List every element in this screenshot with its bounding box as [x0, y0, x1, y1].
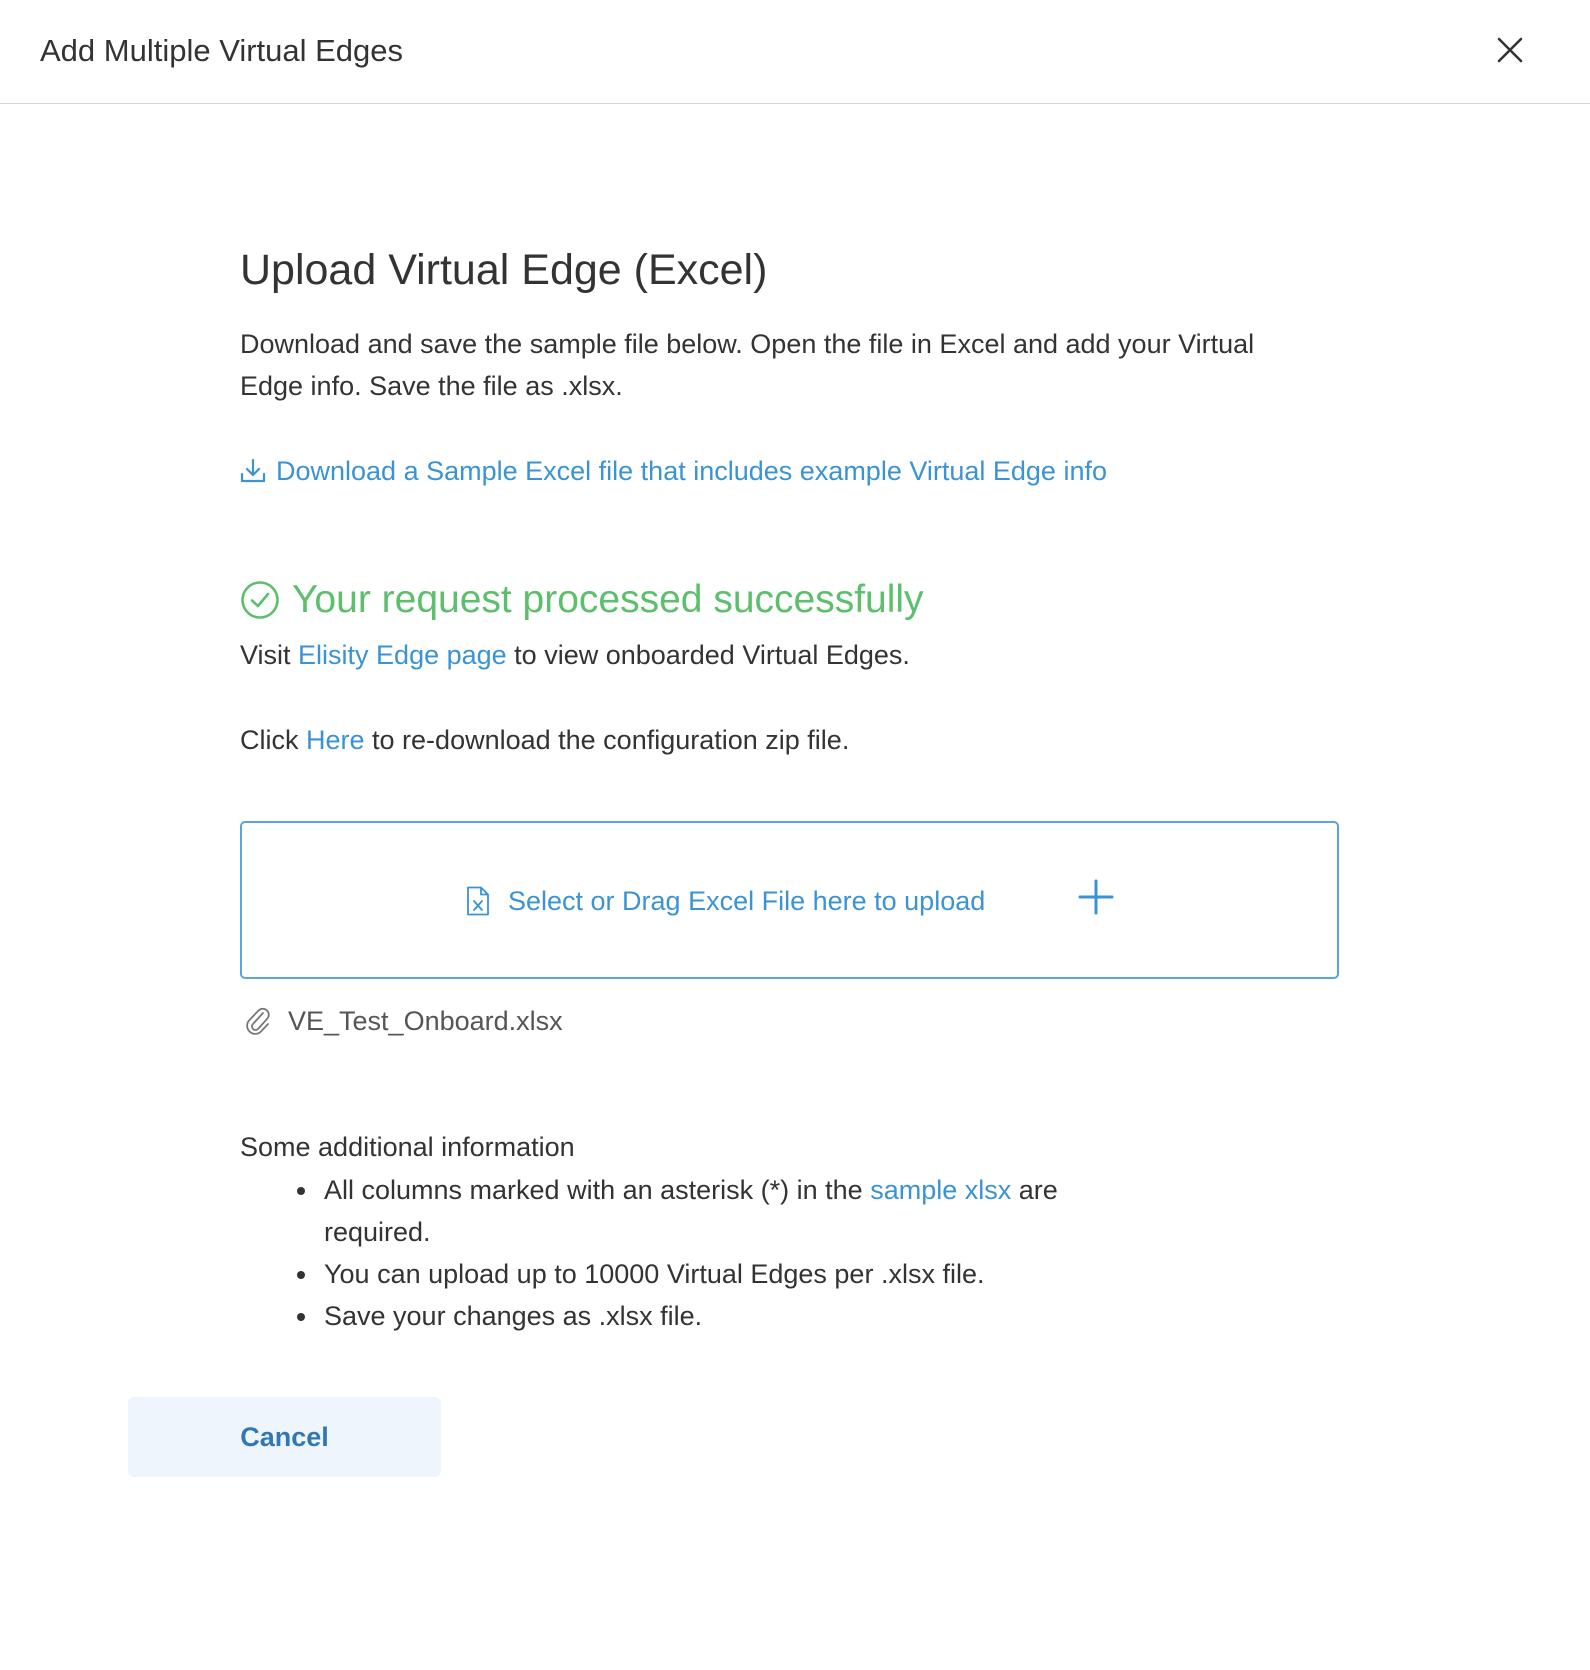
check-circle-icon — [240, 580, 280, 620]
additional-info-title: Some additional information — [240, 1132, 575, 1162]
file-dropzone[interactable] — [240, 821, 1339, 979]
list-item: • You can upload up to 10000 Virtual Edges per .xlsx file. — [320, 1253, 1120, 1295]
uploaded-file — [246, 1001, 563, 1041]
cancel-button[interactable]: Cancel — [128, 1397, 441, 1477]
redownload-here-link[interactable]: Here — [306, 725, 365, 755]
dropzone-label-group — [466, 885, 985, 917]
excel-file-icon — [466, 886, 490, 916]
elisity-edge-page-link[interactable]: Elisity Edge page — [298, 640, 507, 670]
uploaded-filename: VE_Test_Onboard.xlsx — [288, 1006, 563, 1036]
visit-prefix: Visit — [240, 640, 299, 670]
click-suffix: to re-download the configuration zip file. — [364, 725, 850, 755]
upload-description: Download and save the sample file below. Open the file in Excel and add your Virtual Edge info. Save the file as .xlsx. — [240, 329, 1255, 401]
success-text: Your request processed successfully — [292, 578, 924, 621]
paperclip-icon — [246, 1007, 272, 1035]
success-message — [240, 574, 924, 626]
info-item1-prefix: All columns marked with an asterisk (*) in the — [324, 1175, 871, 1205]
sample-xlsx-link[interactable]: sample xlsx — [870, 1175, 1012, 1205]
close-icon[interactable] — [1494, 34, 1526, 66]
visit-suffix: to view onboarded Virtual Edges. — [506, 640, 910, 670]
info-item1-suffix: are required. — [324, 1175, 1058, 1247]
dialog-title: Add Multiple Virtual Edges — [40, 33, 404, 68]
list-item — [320, 1169, 1120, 1253]
list-item: • Save your changes as .xlsx file. — [320, 1295, 1120, 1337]
download-sample-link[interactable] — [240, 451, 1107, 491]
plus-icon[interactable] — [1078, 879, 1114, 915]
dropzone-label: Select or Drag Excel File here to upload — [508, 886, 986, 916]
click-prefix: Click — [240, 725, 306, 755]
upload-title: Upload Virtual Edge (Excel) — [240, 246, 768, 294]
dialog-header — [0, 0, 1590, 104]
download-link-text: Download a Sample Excel file that includes example Virtual Edge info — [276, 456, 1107, 486]
redownload-line — [240, 720, 849, 760]
visit-line — [240, 635, 910, 675]
download-icon — [240, 458, 266, 484]
additional-info-list — [292, 1169, 1120, 1337]
